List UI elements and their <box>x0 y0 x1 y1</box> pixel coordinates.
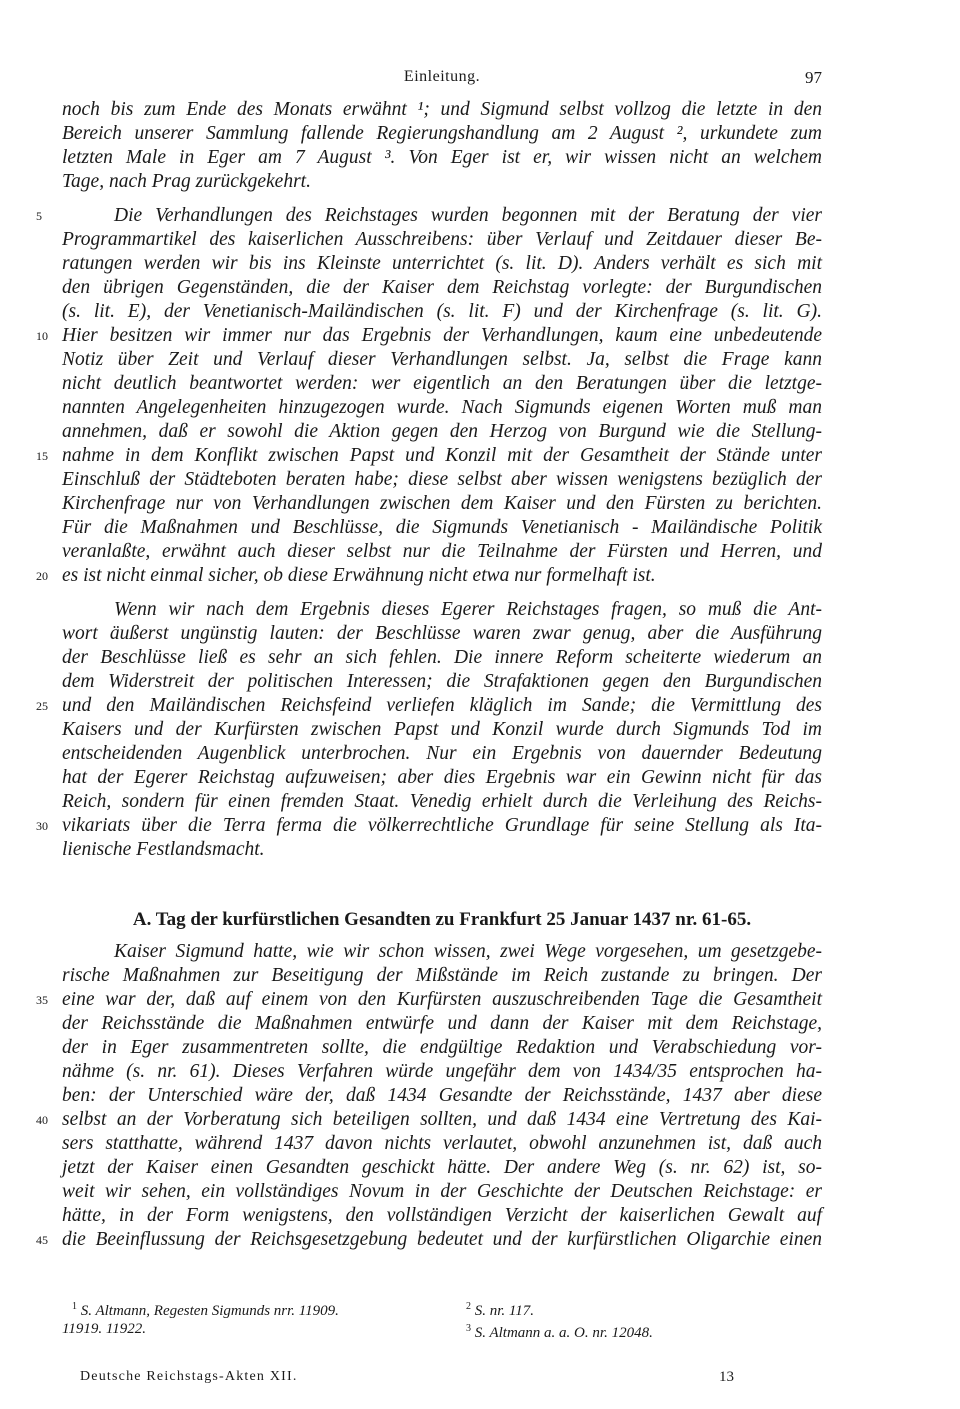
footnote-1 <box>72 1296 339 1318</box>
page-number: 97 <box>805 68 822 87</box>
text-line: selbst an der Vorberatung sich beteiligen sollten, und daß 1434 eine Vertretung des Kai- <box>62 1109 822 1130</box>
text-line: Kaiser Sigmund hatte, wie wir schon wissen, zwei Wege vorgesehen, um gesetzgebe- <box>114 941 822 962</box>
footnote-mark: 3 <box>466 1323 471 1334</box>
text-line: Für die Maßnahmen und Beschlüsse, die Sigmunds Venetianisch - Mailändische Politik <box>62 517 822 538</box>
text-line: Hier besitzen wir immer nur das Ergebnis der Verhandlungen, kaum eine unbedeutende <box>62 325 822 346</box>
footnote-text: S. Altmann, Regesten Sigmunds nrr. 11909. <box>80 1303 339 1319</box>
text-line: den übrigen Gegenständen, die der Kaiser dem Reichstag vorlegte: der Burgundischen <box>62 277 822 298</box>
line-number: 10 <box>36 329 48 343</box>
footnote-1-continuation: 11919. 11922. <box>62 1321 147 1337</box>
text-line: und den Mailändischen Reichsfeind verliefen kläglich im Sande; die Vermittlung des <box>62 695 822 716</box>
text-line: weit wir sehen, ein vollständiges Novum in der Geschichte der Deutschen Reichstage: er <box>62 1181 822 1202</box>
footnote-text: S. Altmann a. a. O. nr. 12048. <box>474 1325 653 1341</box>
text-line: es ist nicht einmal sicher, ob diese Erwähnung nicht etwa nur formelhaft ist. <box>62 565 656 586</box>
text-line: Programmartikel des kaiserlichen Ausschreibens: über Verlauf und Zeitdauer dieser Be- <box>62 229 822 250</box>
text-line: nähme (s. nr. 61). Dieses Verfahren würde ungefähr dem von 1434/35 entsprochen ha- <box>62 1061 822 1082</box>
text-line: rische Maßnahmen zur Beseitigung der Mißstände im Reich zustande zu bringen. Der <box>62 965 822 986</box>
text-line: nicht deutlich beantwortet werden: wer eigentlich an den Beratungen über die letztge- <box>62 373 822 394</box>
footnote-2 <box>466 1296 534 1318</box>
line-number: 45 <box>36 1233 48 1247</box>
text-line: Kaisers und der Kurfürsten zwischen Papst und Konzil wurde durch Sigmunds Tod im <box>62 719 822 740</box>
text-line: Tage, nach Prag zurückgekehrt. <box>62 171 311 192</box>
text-line: Reich, sondern für einen fremden Staat. Venedig erhielt durch die Verleihung des Reichs- <box>62 791 822 812</box>
line-number: 20 <box>36 569 48 583</box>
text-line: Wenn wir nach dem Ergebnis dieses Egerer Reichstages fragen, so muß die Ant- <box>114 599 822 620</box>
text-line: Die Verhandlungen des Reichstages wurden begonnen mit der Beratung der vier <box>114 205 822 226</box>
line-number: 5 <box>36 209 42 223</box>
text-line: der in Eger zusammentreten sollte, die endgültige Redaktion und Verabschiedung vor- <box>62 1037 822 1058</box>
text-line: der Reichsstände die Maßnahmen entwürfe und dann der Kaiser mit dem Reichstage, <box>62 1013 822 1034</box>
footnote-mark: 2 <box>466 1301 471 1312</box>
series-title: Deutsche Reichstags-Akten XII. <box>80 1369 298 1384</box>
text-line: hat der Egerer Reichstag aufzuweisen; aber dies Ergebnis war ein Gewinn nicht für das <box>62 767 822 788</box>
text-line: dem Widerstreit der politischen Interessen; die Strafaktionen gegen den Burgundischen <box>62 671 822 692</box>
page-footer <box>62 1366 822 1388</box>
sheet-number: 13 <box>719 1369 734 1385</box>
footnote-text: S. nr. 117. <box>474 1303 535 1319</box>
line-number: 40 <box>36 1113 48 1127</box>
text-line: nannten Angelegenheiten hinzugezogen wurde. Nach Sigmunds eigenen Worten muß man <box>62 397 822 418</box>
text-line: der Beschlüsse ließ es sehr an sich fehlen. Die innere Reform scheiterte wiederum an <box>62 647 822 668</box>
text-line: sers statthatte, während 1437 davon nichts verlautet, obwohl anzunehmen ist, daß auch <box>62 1133 822 1154</box>
text-line: ratungen werden wir bis ins Kleinste unterrichtet (s. lit. D). Anders verhält es sich mit <box>62 253 822 274</box>
text-line: Einschluß der Städteboten beraten habe; diese selbst aber wissen wenigstens bezüglich der <box>62 469 822 490</box>
footnote-mark: 1 <box>72 1301 77 1312</box>
text-line: lienische Festlandsmacht. <box>62 839 265 860</box>
line-number: 15 <box>36 449 48 463</box>
text-line: hätte, in der Form wenigstens, den vollständigen Verzicht der kaiserlichen Gewalt auf <box>62 1205 822 1226</box>
text-line: wort äußerst ungünstig lauten: der Beschlüsse waren zwar genug, aber die Ausführung <box>62 623 822 644</box>
running-title: Einleitung. <box>403 68 481 85</box>
line-number: 25 <box>36 699 48 713</box>
text-line: veranlaßte, erwähnt auch dieser selbst nur die Teilnahme der Fürsten und Herren, und <box>62 541 822 562</box>
text-line: die Beeinflussung der Reichsgesetzgebung bedeutet und der kurfürstlichen Oligarchie einen <box>62 1229 822 1250</box>
text-line: Bereich unserer Sammlung fallende Regierungshandlung am 2 August ², urkundete zum <box>62 123 822 144</box>
text-line: annehmen, daß er sowohl die Aktion gegen den Herzog von Burgund wie die Stellung- <box>62 421 822 442</box>
line-number: 30 <box>36 819 48 833</box>
text-line: vikariats über die Terra ferma die völkerrechtliche Grundlage für seine Stellung als Ita- <box>62 815 822 836</box>
text-line: noch bis zum Ende des Monats erwähnt ¹; und Sigmund selbst vollzog die letzte in den <box>62 99 822 120</box>
text-line: nahme in dem Konflikt zwischen Papst und Konzil mit der Gesamtheit der Stände unter <box>62 445 822 466</box>
text-line: eine war der, daß auf einem von den Kurfürsten auszuschreibenden Tage die Gesamtheit <box>62 989 822 1010</box>
text-line: (s. lit. E), der Venetianisch-Mailändischen (s. lit. F) und der Kirchenfrage (s. lit. G). <box>62 301 822 322</box>
text-line: ben: der Unterschied wäre der, daß 1434 Gesandte der Reichsstände, 1437 aber diese <box>62 1085 822 1106</box>
text-line: letzten Male in Eger am 7 August ³. Von Eger ist er, wir wissen nicht an welchem <box>62 147 822 168</box>
line-number: 35 <box>36 993 48 1007</box>
text-line: Kirchenfrage nur von Verhandlungen zwischen dem Kaiser und den Fürsten zu berichten. <box>62 493 822 514</box>
text-line: Notiz über Zeit und Verlauf dieser Verhandlungen selbst. Ja, selbst die Frage kann <box>62 349 822 370</box>
section-heading: A. Tag der kurfürstlichen Gesandten zu Frankfurt 25 Januar 1437 nr. 61-65. <box>132 909 752 930</box>
footnote-3 <box>466 1318 653 1340</box>
text-line: jetzt der Kaiser einen Gesandten geschickt hätte. Der andere Weg (s. nr. 62) ist, so- <box>62 1157 822 1178</box>
page-header <box>62 68 822 92</box>
text-line: entscheidenden Augenblick unterbrochen. Nur ein Ergebnis von dauernder Bedeutung <box>62 743 822 764</box>
